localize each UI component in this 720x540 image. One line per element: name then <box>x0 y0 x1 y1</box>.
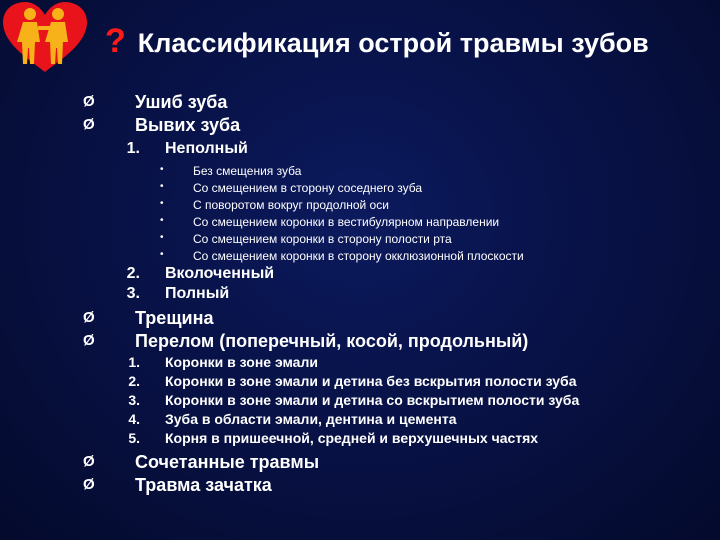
bullet-dot-icon: • <box>160 198 164 209</box>
list-item-label: Перелом (поперечный, косой, продольный) <box>135 331 529 351</box>
sub-item-number: 3. <box>126 285 140 302</box>
sub-item-number: 1. <box>128 354 140 370</box>
sub-item-label: Коронки в зоне эмали <box>165 354 318 370</box>
arrow-bullet-icon: Ø <box>83 93 95 110</box>
sub-item-number: 4. <box>128 411 140 427</box>
bullet-dot-icon: • <box>160 215 164 226</box>
sub-item-number: 2. <box>128 373 140 389</box>
arrow-bullet-icon: Ø <box>83 116 95 133</box>
bullet-label: Без смещения зуба <box>193 164 302 178</box>
list-item-label: Трещина <box>135 308 214 328</box>
title-text: Классификация острой травмы зубов <box>137 28 649 58</box>
bullet-item <box>160 232 452 246</box>
list-item-label: Сочетанные травмы <box>135 452 320 472</box>
list-item-sochetannye <box>83 452 320 473</box>
bullet-item <box>160 198 389 212</box>
arrow-bullet-icon: Ø <box>83 332 95 349</box>
slide-title <box>105 22 649 72</box>
bullet-label: Со смещением коронки в сторону окклюзионной плоскости <box>193 249 524 263</box>
list-item-perelom <box>83 331 529 352</box>
arrow-bullet-icon: Ø <box>83 309 95 326</box>
list-item-ushib <box>83 92 228 113</box>
sub-item-label: Полный <box>165 285 230 302</box>
logo <box>0 0 90 74</box>
arrow-bullet-icon: Ø <box>83 476 95 493</box>
bullet-label: Со смещением коронки в сторону полости рта <box>193 232 452 246</box>
list-item-label: Ушиб зуба <box>135 92 228 112</box>
bullet-dot-icon: • <box>160 249 164 260</box>
sub-item-label: Коронки в зоне эмали и детина без вскрытия полости зуба <box>165 373 577 389</box>
sub-item-label: Корня в пришеечной, средней и верхушечных частях <box>165 430 539 446</box>
bullet-item <box>160 181 423 195</box>
bullet-item <box>160 164 302 178</box>
bullet-label: С поворотом вокруг продолной оси <box>193 198 389 212</box>
bullet-item <box>160 249 524 263</box>
sub-item-number: 3. <box>128 392 140 408</box>
bullet-dot-icon: • <box>160 164 164 175</box>
list-item-label: Травма зачатка <box>135 475 272 495</box>
list-item-treshchina <box>83 308 214 329</box>
sub-item-label: Зуба в области эмали, дентина и цемента <box>165 411 457 427</box>
couple-heart-icon <box>0 0 90 74</box>
bullet-item <box>160 215 500 229</box>
bullet-label: Со смещением в сторону соседнего зуба <box>193 181 423 195</box>
question-mark: ? <box>105 22 126 60</box>
arrow-bullet-icon: Ø <box>83 453 95 470</box>
sub-item-label: Вколоченный <box>165 265 275 282</box>
bullet-dot-icon: • <box>160 181 164 192</box>
list-item-label: Вывих зуба <box>135 115 241 135</box>
bullet-label: Со смещением коронки в вестибулярном направлении <box>193 215 500 229</box>
list-item-vyvih <box>83 115 241 136</box>
sub-item-number: 1. <box>126 140 140 157</box>
sub-item-label: Коронки в зоне эмали и детина со вскрытием полости зуба <box>165 392 580 408</box>
bullet-dot-icon: • <box>160 232 164 243</box>
list-item-zachatok <box>83 475 272 496</box>
sub-item-label: Неполный <box>165 140 248 157</box>
sub-item-number: 2. <box>126 265 140 282</box>
sub-item-number: 5. <box>128 430 140 446</box>
